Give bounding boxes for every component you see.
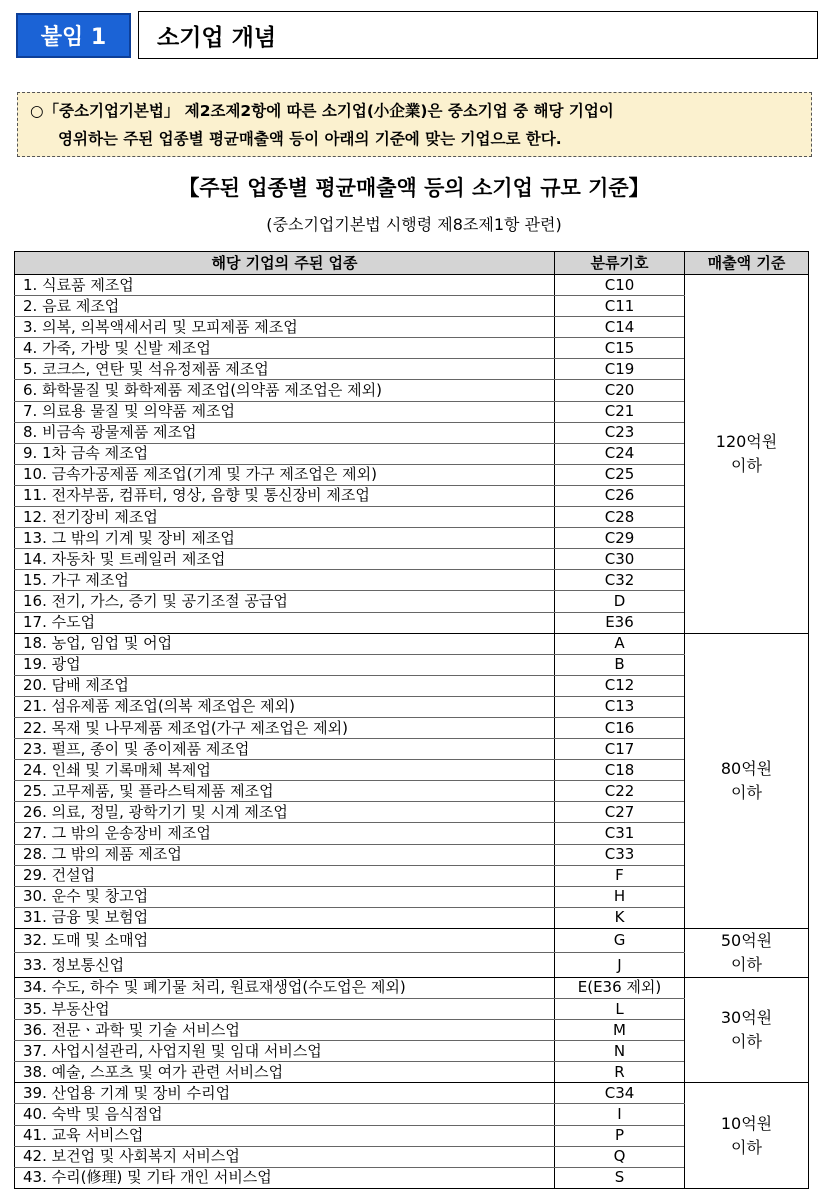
table-row: [15, 1083, 809, 1104]
industry-cell: 16. 전기, 가스, 증기 및 공기조절 공급업: [15, 591, 555, 612]
classification-code-cell: C10: [555, 275, 685, 296]
classification-code-cell: C13: [555, 696, 685, 717]
sales-criterion-cell: [685, 633, 809, 928]
classification-code-cell: C25: [555, 464, 685, 485]
notice-line-2: 영위하는 주된 업종별 평균매출액 등이 아래의 기준에 맞는 기업으로 한다.: [58, 130, 562, 148]
industry-cell: 23. 펄프, 종이 및 종이제품 제조업: [15, 739, 555, 760]
appendix-badge: 붙임 1: [16, 13, 131, 58]
classification-code-cell: E(E36 제외): [555, 977, 685, 998]
industry-cell: 24. 인쇄 및 기록매체 복제업: [15, 760, 555, 781]
classification-code-cell: C16: [555, 717, 685, 738]
industry-cell: 26. 의료, 정밀, 광학기기 및 시계 제조업: [15, 802, 555, 823]
classification-code-cell: N: [555, 1041, 685, 1062]
sales-criterion-cell: [685, 977, 809, 1082]
page-title: 소기업 개념: [138, 11, 818, 59]
industry-cell: 25. 고무제품, 및 플라스틱제품 제조업: [15, 781, 555, 802]
industry-cell: 30. 운수 및 창고업: [15, 886, 555, 907]
industry-cell: 28. 그 밖의 제품 제조업: [15, 844, 555, 865]
small-business-criteria-table: [14, 251, 809, 1189]
industry-cell: 33. 정보통신업: [15, 953, 555, 978]
definition-notice: [17, 92, 812, 157]
classification-code-cell: H: [555, 886, 685, 907]
classification-code-cell: K: [555, 907, 685, 928]
table-header-row: [15, 252, 809, 275]
sales-amount-unit: 이하: [731, 782, 762, 802]
sales-criterion-cell: [685, 275, 809, 634]
table-row: [15, 633, 809, 654]
header-industry: 해당 기업의 주된 업종: [15, 252, 555, 275]
industry-cell: 6. 화학물질 및 화학제품 제조업(의약품 제조업은 제외): [15, 380, 555, 401]
classification-code-cell: C28: [555, 507, 685, 528]
industry-cell: 34. 수도, 하수 및 폐기물 처리, 원료재생업(수도업은 제외): [15, 977, 555, 998]
sales-criterion-cell: [685, 1083, 809, 1188]
classification-code-cell: C23: [555, 422, 685, 443]
sales-amount: 30억원: [720, 1008, 773, 1028]
industry-cell: 42. 보건업 및 사회복지 서비스업: [15, 1146, 555, 1167]
industry-cell: 5. 코크스, 연탄 및 석유정제품 제조업: [15, 359, 555, 380]
classification-code-cell: I: [555, 1104, 685, 1125]
classification-code-cell: M: [555, 1020, 685, 1041]
industry-cell: 22. 목재 및 나무제품 제조업(가구 제조업은 제외): [15, 717, 555, 738]
industry-cell: 43. 수리(修理) 및 기타 개인 서비스업: [15, 1167, 555, 1188]
industry-cell: 20. 담배 제조업: [15, 675, 555, 696]
classification-code-cell: C30: [555, 549, 685, 570]
sales-amount-unit: 이하: [731, 954, 762, 974]
sales-criterion-cell: [685, 928, 809, 977]
classification-code-cell: G: [555, 928, 685, 953]
classification-code-cell: D: [555, 591, 685, 612]
classification-code-cell: C15: [555, 338, 685, 359]
classification-code-cell: C34: [555, 1083, 685, 1104]
classification-code-cell: J: [555, 953, 685, 978]
industry-cell: 36. 전문ㆍ과학 및 기술 서비스업: [15, 1020, 555, 1041]
notice-line-1: ○「중소기업기본법」 제2조제2항에 따른 소기업(小企業)은 중소기업 중 해당 기업이: [30, 102, 614, 120]
classification-code-cell: C24: [555, 443, 685, 464]
sales-amount: 120억원: [715, 431, 778, 451]
industry-cell: 2. 음료 제조업: [15, 296, 555, 317]
industry-cell: 3. 의복, 의복액세서리 및 모피제품 제조업: [15, 317, 555, 338]
industry-cell: 9. 1차 금속 제조업: [15, 443, 555, 464]
classification-code-cell: C17: [555, 739, 685, 760]
industry-cell: 8. 비금속 광물제품 제조업: [15, 422, 555, 443]
industry-cell: 38. 예술, 스포츠 및 여가 관련 서비스업: [15, 1062, 555, 1083]
industry-cell: 10. 금속가공제품 제조업(기계 및 가구 제조업은 제외): [15, 464, 555, 485]
classification-code-cell: C26: [555, 485, 685, 506]
classification-code-cell: R: [555, 1062, 685, 1083]
sales-amount-unit: 이하: [731, 1137, 762, 1157]
industry-cell: 7. 의료용 물질 및 의약품 제조업: [15, 401, 555, 422]
classification-code-cell: C19: [555, 359, 685, 380]
classification-code-cell: C18: [555, 760, 685, 781]
classification-code-cell: A: [555, 633, 685, 654]
classification-code-cell: C33: [555, 844, 685, 865]
sales-amount: 10억원: [720, 1113, 773, 1133]
table-legal-reference: (중소기업기본법 시행령 제8조제1항 관련): [266, 215, 562, 234]
table-row: [15, 928, 809, 953]
industry-cell: 4. 가죽, 가방 및 신발 제조업: [15, 338, 555, 359]
classification-code-cell: B: [555, 654, 685, 675]
industry-cell: 32. 도매 및 소매업: [15, 928, 555, 953]
industry-cell: 14. 자동차 및 트레일러 제조업: [15, 549, 555, 570]
header-code: 분류기호: [555, 252, 685, 275]
industry-cell: 27. 그 밖의 운송장비 제조업: [15, 823, 555, 844]
table-row: [15, 977, 809, 998]
classification-code-cell: C22: [555, 781, 685, 802]
header-sales-criterion: 매출액 기준: [685, 252, 809, 275]
classification-code-cell: P: [555, 1125, 685, 1146]
industry-cell: 12. 전기장비 제조업: [15, 507, 555, 528]
industry-cell: 29. 건설업: [15, 865, 555, 886]
classification-code-cell: C20: [555, 380, 685, 401]
classification-code-cell: S: [555, 1167, 685, 1188]
classification-code-cell: Q: [555, 1146, 685, 1167]
sales-amount: 50억원: [720, 930, 773, 950]
table-title: 【주된 업종별 평균매출액 등의 소기업 규모 기준】: [178, 176, 650, 200]
classification-code-cell: C11: [555, 296, 685, 317]
classification-code-cell: C12: [555, 675, 685, 696]
classification-code-cell: C21: [555, 401, 685, 422]
table-body: [15, 275, 809, 1189]
industry-cell: 39. 산업용 기계 및 장비 수리업: [15, 1083, 555, 1104]
industry-cell: 18. 농업, 임업 및 어업: [15, 633, 555, 654]
industry-cell: 15. 가구 제조업: [15, 570, 555, 591]
sales-amount-unit: 이하: [731, 455, 762, 475]
classification-code-cell: C32: [555, 570, 685, 591]
industry-cell: 21. 섬유제품 제조업(의복 제조업은 제외): [15, 696, 555, 717]
industry-cell: 37. 사업시설관리, 사업지원 및 임대 서비스업: [15, 1041, 555, 1062]
classification-code-cell: C29: [555, 528, 685, 549]
industry-cell: 41. 교육 서비스업: [15, 1125, 555, 1146]
classification-code-cell: C27: [555, 802, 685, 823]
classification-code-cell: F: [555, 865, 685, 886]
industry-cell: 40. 숙박 및 음식점업: [15, 1104, 555, 1125]
table-row: [15, 275, 809, 296]
sales-amount: 80억원: [720, 758, 773, 778]
industry-cell: 13. 그 밖의 기계 및 장비 제조업: [15, 528, 555, 549]
industry-cell: 1. 식료품 제조업: [15, 275, 555, 296]
classification-code-cell: L: [555, 999, 685, 1020]
industry-cell: 19. 광업: [15, 654, 555, 675]
sales-amount-unit: 이하: [731, 1032, 762, 1052]
industry-cell: 35. 부동산업: [15, 999, 555, 1020]
classification-code-cell: C14: [555, 317, 685, 338]
industry-cell: 11. 전자부품, 컴퓨터, 영상, 음향 및 통신장비 제조업: [15, 485, 555, 506]
industry-cell: 31. 금융 및 보험업: [15, 907, 555, 928]
classification-code-cell: E36: [555, 612, 685, 633]
classification-code-cell: C31: [555, 823, 685, 844]
industry-cell: 17. 수도업: [15, 612, 555, 633]
